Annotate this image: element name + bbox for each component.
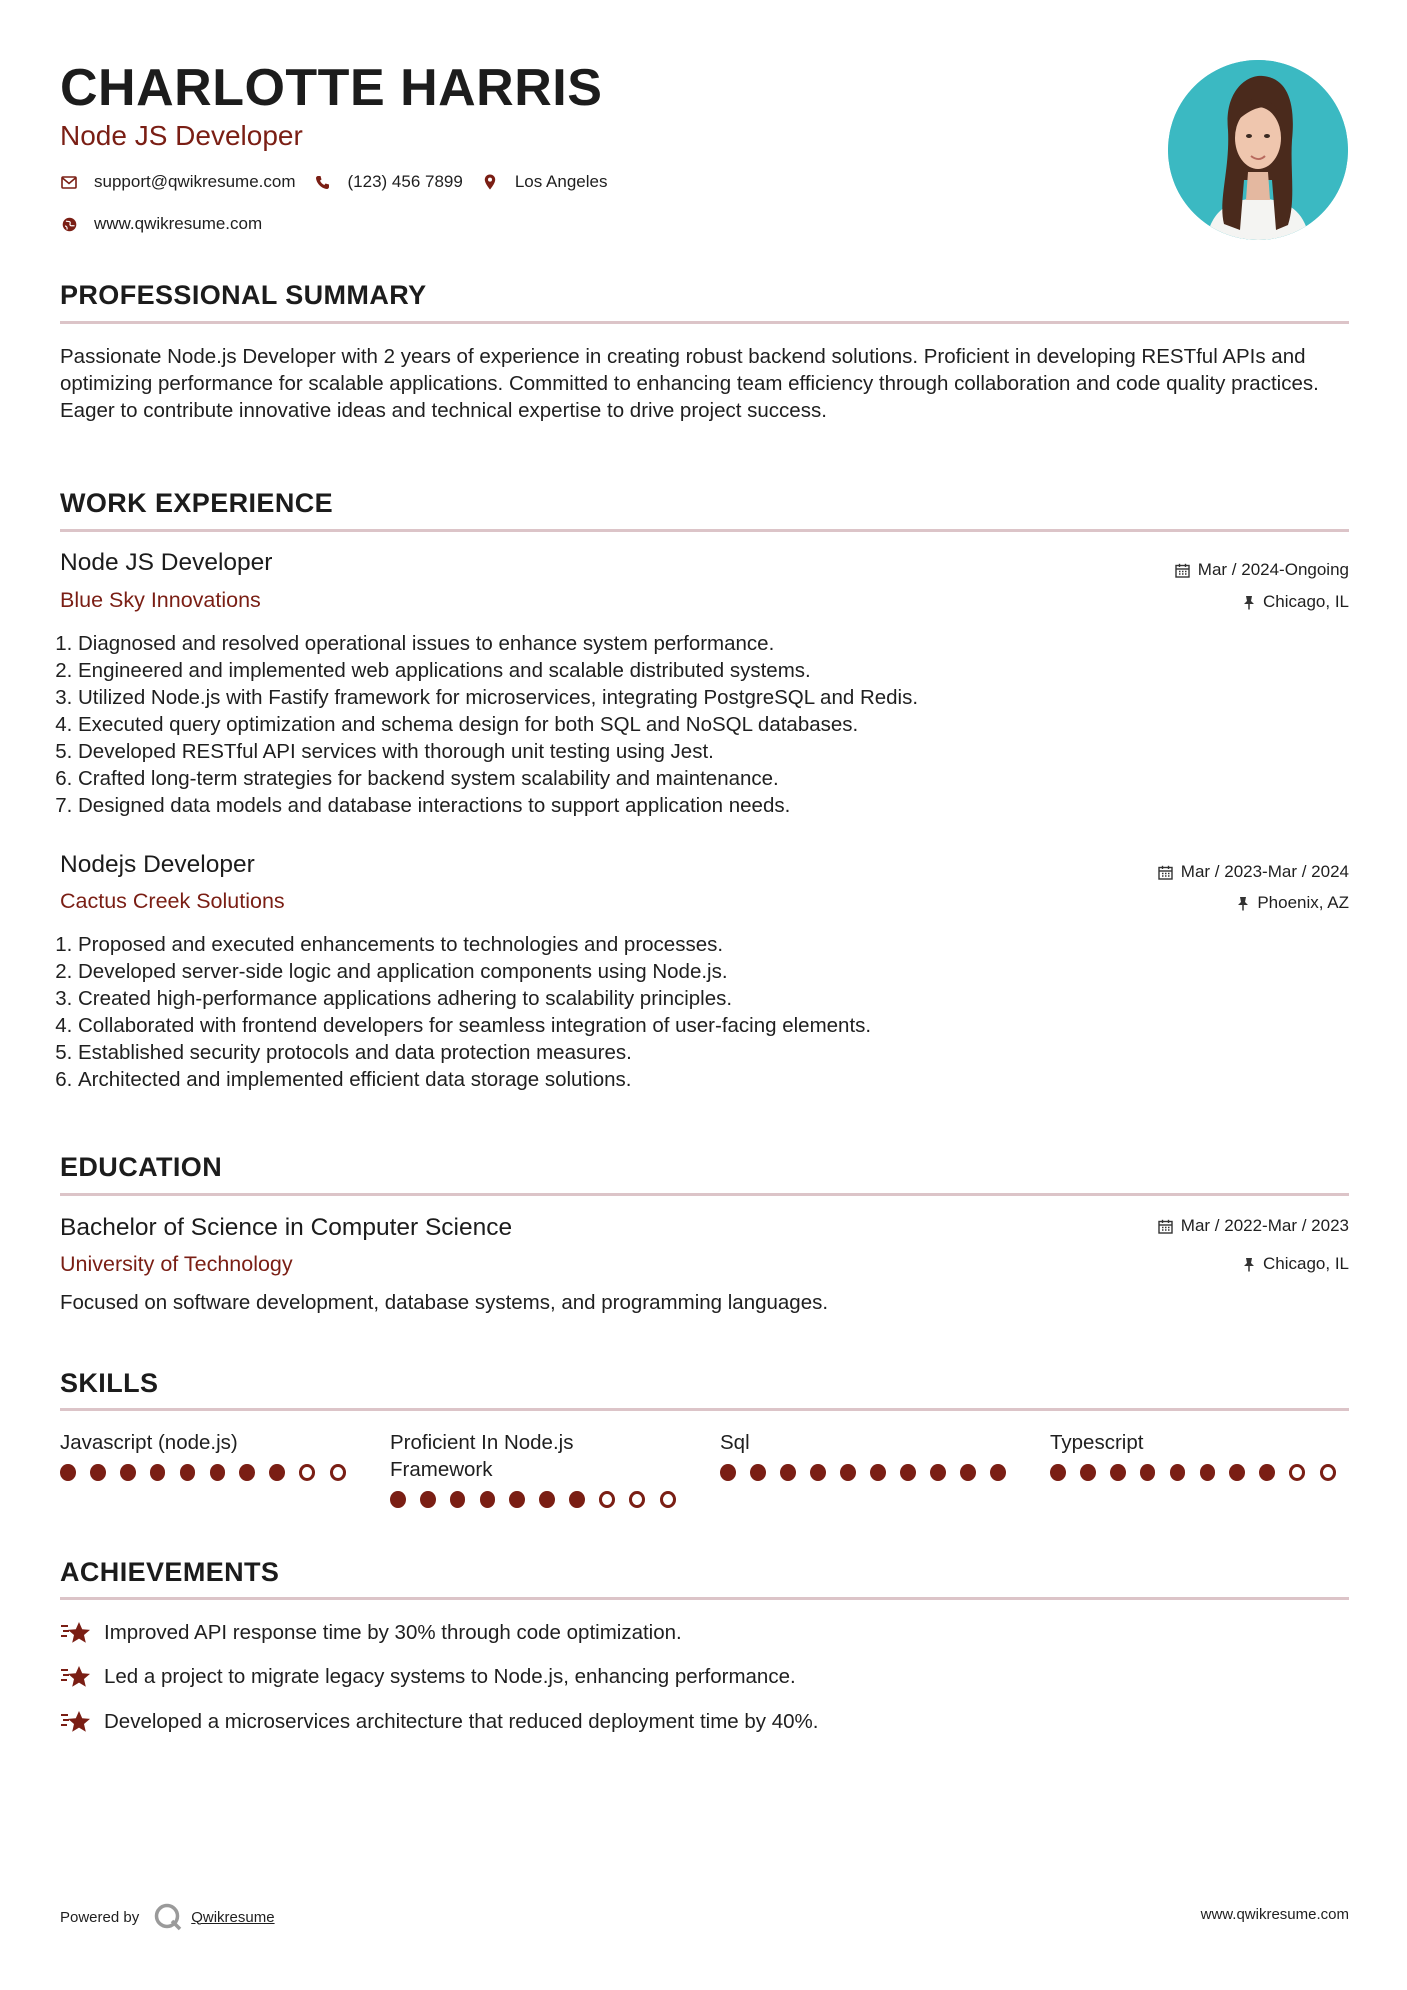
star-icon xyxy=(60,1664,92,1690)
location-pin-icon xyxy=(481,173,499,191)
skills-title: SKILLS xyxy=(60,1368,159,1398)
education-location-text: Chicago, IL xyxy=(1263,1254,1349,1273)
footer-website[interactable]: www.qwikresume.com xyxy=(1200,1906,1349,1923)
star-icon xyxy=(60,1620,92,1646)
summary-text: Passionate Node.js Developer with 2 years of experience in creating robust backend solutions. Proficient in developing RESTful APIs and optimizing performance for scalable applications. Committed to enhancing team efficiency through collaboration and code quality practices. Eager to contribute innovative ideas and technical expertise to drive project success. xyxy=(60,345,1319,422)
skill-name: Proficient In Node.js Framework xyxy=(390,1431,574,1481)
job-2-bullet: 5. Established security protocols and data protection measures. xyxy=(78,1039,1338,1066)
achievement-item xyxy=(60,1709,818,1735)
achievements-section xyxy=(60,1557,1349,1588)
contact-location: Los Angeles xyxy=(514,172,608,191)
experience-title: WORK EXPERIENCE xyxy=(60,488,334,518)
achievements-divider xyxy=(60,1597,1349,1600)
phone-icon xyxy=(314,173,332,191)
job-2-bullet: 1. Proposed and executed enhancements to technologies and processes. xyxy=(78,931,1338,958)
skills-section xyxy=(60,1368,1349,1399)
envelope-icon xyxy=(60,173,78,191)
skill-item xyxy=(390,1429,690,1508)
skill-name: Typescript xyxy=(1050,1431,1144,1454)
rating-dot-filled xyxy=(1229,1464,1245,1481)
contact-row-primary xyxy=(60,172,625,192)
rating-dot-filled xyxy=(480,1491,496,1508)
job-1-company: Blue Sky Innovations xyxy=(60,588,261,612)
experience-divider xyxy=(60,529,1349,532)
rating-dot-filled xyxy=(1140,1464,1156,1481)
achievement-item xyxy=(60,1664,796,1690)
rating-dot-filled xyxy=(720,1464,736,1481)
skill-item xyxy=(60,1429,360,1481)
job-2-bullet: 2. Developed server-side logic and application components using Node.js. xyxy=(78,958,1338,985)
rating-dot-filled xyxy=(990,1464,1006,1481)
achievements-title: ACHIEVEMENTS xyxy=(60,1557,280,1587)
candidate-role: Node JS Developer xyxy=(60,120,303,151)
rating-dot-filled xyxy=(1259,1464,1275,1481)
rating-dot-filled xyxy=(180,1464,196,1481)
education-degree: Bachelor of Science in Computer Science xyxy=(60,1214,513,1241)
pushpin-icon xyxy=(1237,896,1249,911)
job-1-bullet: 6. Crafted long-term strategies for backend system scalability and maintenance. xyxy=(78,765,1338,792)
job-1-dates-text: Mar / 2024-Ongoing xyxy=(1197,560,1349,579)
job-1-bullet: 4. Executed query optimization and schema design for both SQL and NoSQL databases. xyxy=(78,711,1338,738)
contact-row-secondary xyxy=(60,214,280,234)
education-school: University of Technology xyxy=(60,1252,293,1276)
rating-dot-filled xyxy=(509,1491,525,1508)
job-2-dates-text: Mar / 2023-Mar / 2024 xyxy=(1180,862,1349,881)
job-2-bullet: 6. Architected and implemented efficient data storage solutions. xyxy=(78,1066,1338,1093)
rating-dot-empty xyxy=(1320,1464,1336,1481)
calendar-icon xyxy=(1158,865,1173,880)
skill-rating xyxy=(60,1464,360,1481)
job-1-title: Node JS Developer xyxy=(60,549,273,576)
rating-dot-filled xyxy=(450,1491,466,1508)
skill-name: Sql xyxy=(720,1431,750,1454)
rating-dot-filled xyxy=(810,1464,826,1481)
achievement-item xyxy=(60,1620,682,1646)
education-location xyxy=(1243,1254,1349,1274)
job-2-location xyxy=(1237,893,1349,913)
achievement-text: Led a project to migrate legacy systems to Node.js, enhancing performance. xyxy=(104,1665,796,1688)
skill-item xyxy=(720,1429,1020,1481)
job-1-dates xyxy=(1175,560,1349,580)
rating-dot-filled xyxy=(900,1464,916,1481)
rating-dot-empty xyxy=(629,1491,645,1508)
job-2-title: Nodejs Developer xyxy=(60,851,255,878)
powered-by-label: Powered by xyxy=(60,1908,140,1926)
rating-dot-filled xyxy=(269,1464,285,1481)
contact-phone[interactable]: (123) 456 7899 xyxy=(347,172,463,191)
skill-rating xyxy=(390,1491,690,1508)
calendar-icon xyxy=(1175,563,1190,578)
skill-name: Javascript (node.js) xyxy=(60,1431,238,1454)
rating-dot-filled xyxy=(1080,1464,1096,1481)
job-1-bullet: 7. Designed data models and database interactions to support application needs. xyxy=(78,792,1338,819)
job-1-bullet: 3. Utilized Node.js with Fastify framework for microservices, integrating PostgreSQL and Redis. xyxy=(78,684,1338,711)
skill-rating xyxy=(1050,1464,1350,1481)
job-2-bullet: 3. Created high-performance applications adhering to scalability principles. xyxy=(78,985,1338,1012)
skills-divider xyxy=(60,1408,1349,1411)
footer-powered-by xyxy=(60,1902,275,1932)
rating-dot-filled xyxy=(960,1464,976,1481)
job-2-dates xyxy=(1158,862,1349,882)
rating-dot-empty xyxy=(599,1491,615,1508)
rating-dot-filled xyxy=(390,1491,406,1508)
rating-dot-filled xyxy=(90,1464,106,1481)
education-description: Focused on software development, database systems, and programming languages. xyxy=(60,1291,829,1314)
rating-dot-empty xyxy=(299,1464,315,1481)
rating-dot-filled xyxy=(569,1491,585,1508)
education-section xyxy=(60,1152,1349,1183)
summary-divider xyxy=(60,321,1349,324)
rating-dot-filled xyxy=(120,1464,136,1481)
job-2-location-text: Phoenix, AZ xyxy=(1257,893,1349,912)
rating-dot-filled xyxy=(750,1464,766,1481)
globe-icon xyxy=(60,215,78,233)
job-1-bullet: 5. Developed RESTful API services with thorough unit testing using Jest. xyxy=(78,738,1338,765)
rating-dot-filled xyxy=(870,1464,886,1481)
rating-dot-filled xyxy=(1110,1464,1126,1481)
job-1-location xyxy=(1243,592,1349,612)
job-1-bullet: 1. Diagnosed and resolved operational issues to enhance system performance. xyxy=(78,630,1338,657)
achievement-text: Developed a microservices architecture that reduced deployment time by 40%. xyxy=(104,1710,819,1733)
summary-section xyxy=(60,280,1349,311)
profile-photo xyxy=(1168,60,1348,240)
pushpin-icon xyxy=(1243,1257,1255,1272)
job-2-bullets xyxy=(60,931,1338,1093)
skill-rating xyxy=(720,1464,1020,1481)
job-1-bullets xyxy=(60,630,1338,819)
skill-item xyxy=(1050,1429,1350,1481)
rating-dot-filled xyxy=(1170,1464,1186,1481)
rating-dot-filled xyxy=(60,1464,76,1481)
rating-dot-filled xyxy=(1200,1464,1216,1481)
rating-dot-filled xyxy=(420,1491,436,1508)
summary-title: PROFESSIONAL SUMMARY xyxy=(60,280,427,310)
candidate-name: CHARLOTTE HARRIS xyxy=(60,59,603,117)
rating-dot-filled xyxy=(780,1464,796,1481)
contact-email[interactable]: support@qwikresume.com xyxy=(94,172,296,191)
resume-page xyxy=(60,0,1349,1990)
contact-website[interactable]: www.qwikresume.com xyxy=(94,214,263,233)
rating-dot-filled xyxy=(239,1464,255,1481)
job-1-bullet: 2. Engineered and implemented web applications and scalable distributed systems. xyxy=(78,657,1338,684)
rating-dot-filled xyxy=(930,1464,946,1481)
job-1-location-text: Chicago, IL xyxy=(1263,592,1349,611)
rating-dot-filled xyxy=(840,1464,856,1481)
education-title: EDUCATION xyxy=(60,1152,223,1182)
rating-dot-empty xyxy=(330,1464,346,1481)
education-dates-text: Mar / 2022-Mar / 2023 xyxy=(1180,1216,1349,1235)
star-icon xyxy=(60,1709,92,1735)
rating-dot-filled xyxy=(539,1491,555,1508)
rating-dot-empty xyxy=(660,1491,676,1508)
rating-dot-filled xyxy=(1050,1464,1066,1481)
pushpin-icon xyxy=(1243,595,1255,610)
calendar-icon xyxy=(1158,1219,1173,1234)
education-dates xyxy=(1158,1216,1349,1236)
qwikresume-link[interactable]: Qwikresume xyxy=(191,1908,275,1926)
achievement-text: Improved API response time by 30% through code optimization. xyxy=(104,1621,682,1644)
education-divider xyxy=(60,1193,1349,1196)
job-2-company: Cactus Creek Solutions xyxy=(60,889,285,913)
rating-dot-empty xyxy=(1289,1464,1305,1481)
rating-dot-filled xyxy=(150,1464,166,1481)
qwikresume-logo-icon xyxy=(153,1902,183,1932)
job-2-bullet: 4. Collaborated with frontend developers for seamless integration of user-facing elements. xyxy=(78,1012,1338,1039)
rating-dot-filled xyxy=(210,1464,226,1481)
experience-section xyxy=(60,488,1349,519)
